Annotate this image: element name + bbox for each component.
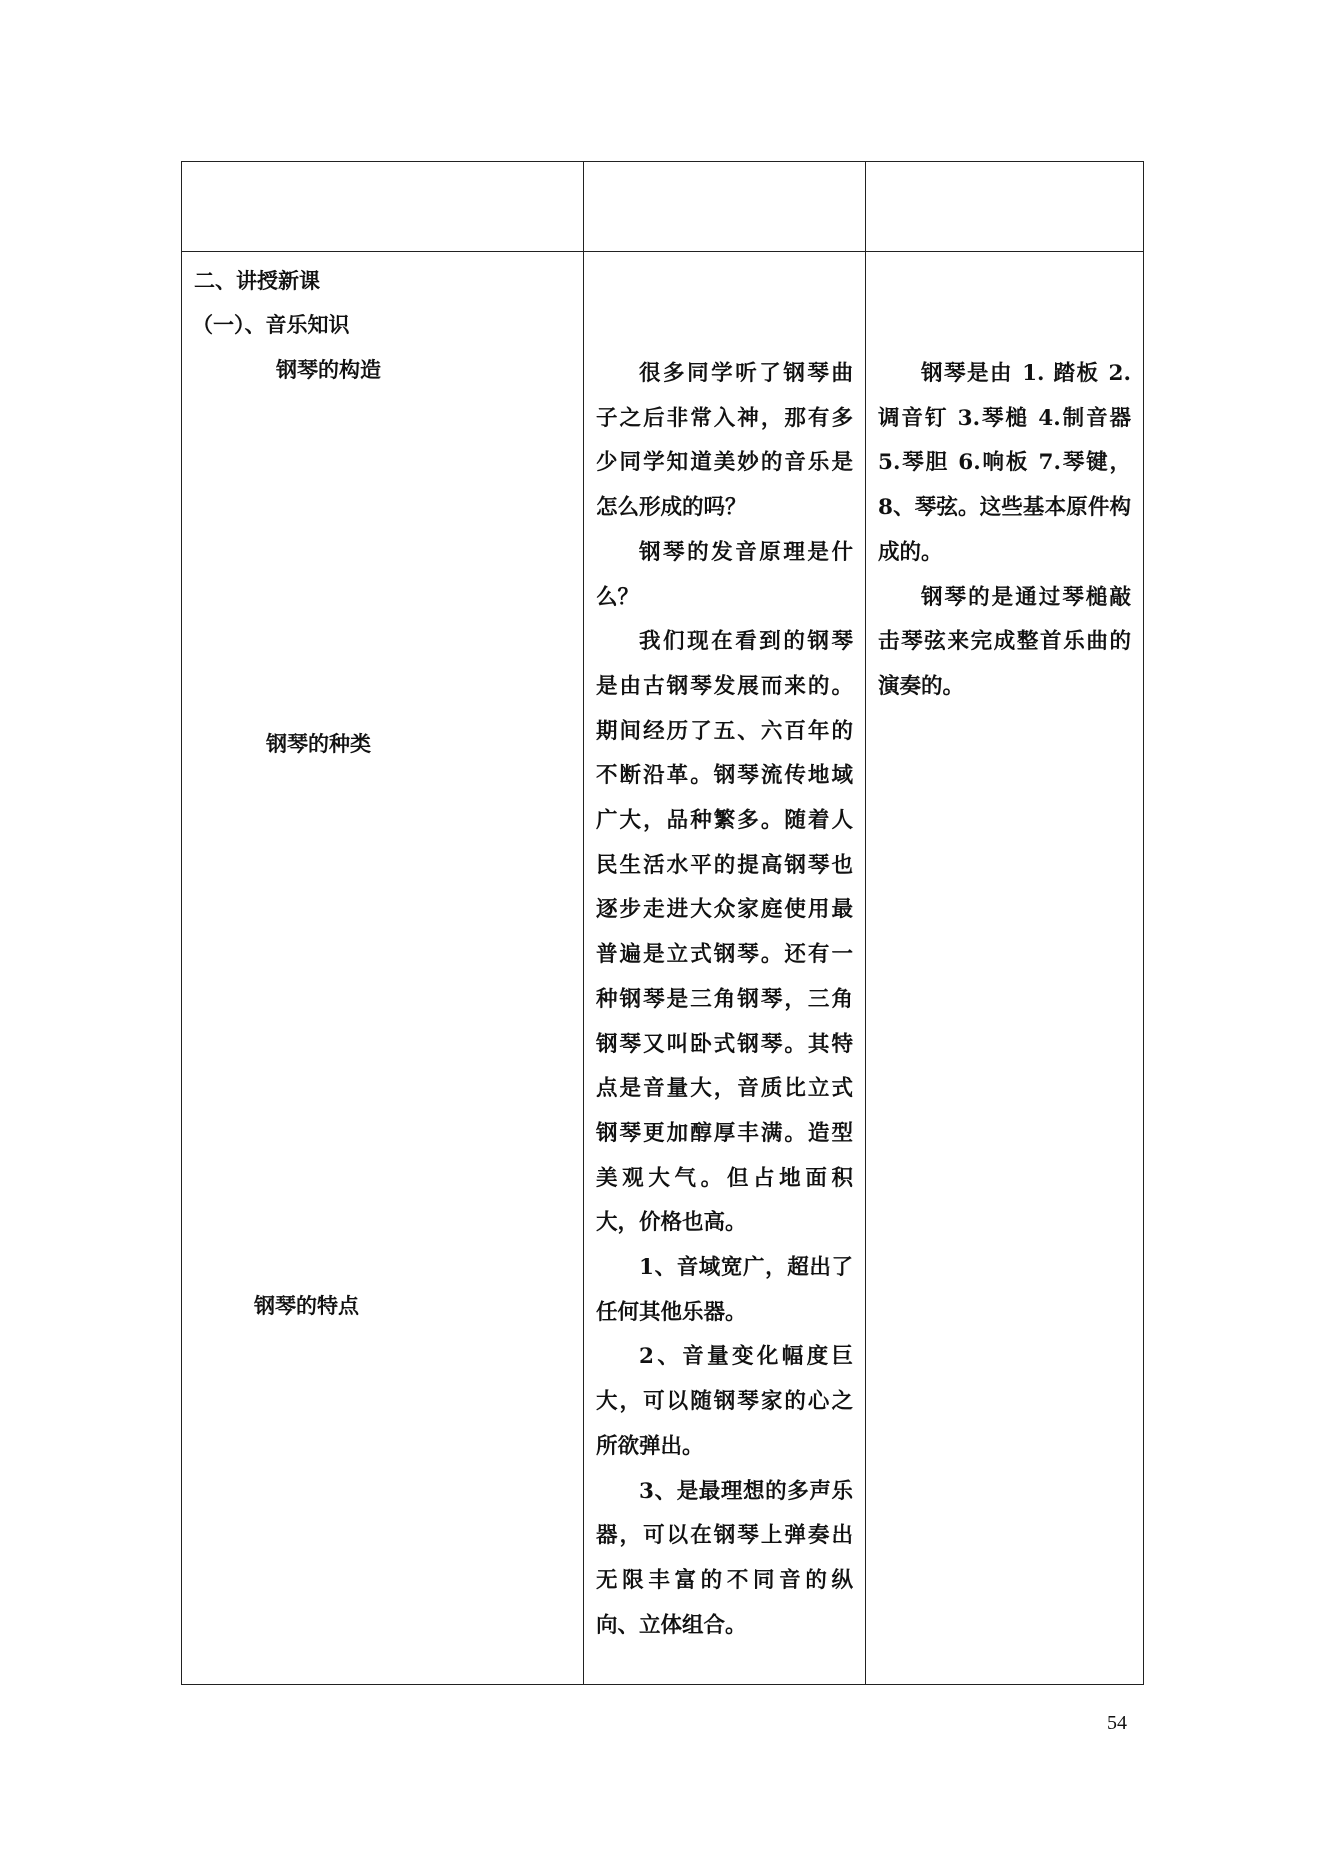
subsection-heading: （一）、音乐知识 — [192, 312, 350, 337]
empty-cell — [866, 162, 1144, 252]
teacher-activity-cell — [584, 252, 866, 1685]
paragraph: 很多同学听了钢琴曲子之后非常入神，那有多少同学知道美妙的音乐是怎么形成的吗？ — [596, 361, 853, 521]
empty-cell — [182, 162, 584, 252]
page-number: 54 — [1107, 1712, 1127, 1734]
paragraph: 我们现在看到的钢琴是由古钢琴发展而来的。期间经历了五、六百年的不断沿革。钢琴流传地域广大，品种繁多。随着人民生活水平的提高钢琴也逐步走进大众家庭使用最普遍是立式钢琴。还有一种钢琴是三角钢琴，三角钢琴又叫卧式钢琴。其特点是音量大，音质比立式钢琴更加醇厚丰满。造型美观大气。但占地面积大，价格也高。 — [596, 629, 853, 1236]
paragraph: 钢琴的是通过琴槌敲击琴弦来完成整首乐曲的演奏的。 — [878, 584, 1131, 699]
outline-cell — [182, 252, 584, 1685]
table-row — [182, 252, 1144, 1685]
paragraph: 2、音量变化幅度巨大，可以随钢琴家的心之所欲弹出。 — [596, 1344, 853, 1459]
paragraph: 1、音域宽广，超出了任何其他乐器。 — [596, 1255, 853, 1325]
topic-structure: 钢琴的构造 — [276, 357, 381, 382]
empty-cell — [584, 162, 866, 252]
table-row — [182, 162, 1144, 252]
paragraph: 3、是最理想的多声乐器，可以在钢琴上弹奏出无限丰富的不同音的纵向、立体组合。 — [596, 1478, 853, 1638]
paragraph: 钢琴的发音原理是什么？ — [596, 539, 853, 610]
topic-types: 钢琴的种类 — [266, 731, 371, 756]
topic-features: 钢琴的特点 — [254, 1293, 359, 1318]
student-activity-cell — [866, 252, 1144, 1685]
paragraph: 钢琴是由 1. 踏板 2.调音钉 3.琴槌 4.制音器 5.琴胆 6.响板 7.琴键，8、琴弦。这些基本原件构成的。 — [878, 361, 1131, 565]
lesson-plan-table — [181, 161, 1144, 1685]
section-heading: 二、讲授新课 — [194, 268, 320, 293]
